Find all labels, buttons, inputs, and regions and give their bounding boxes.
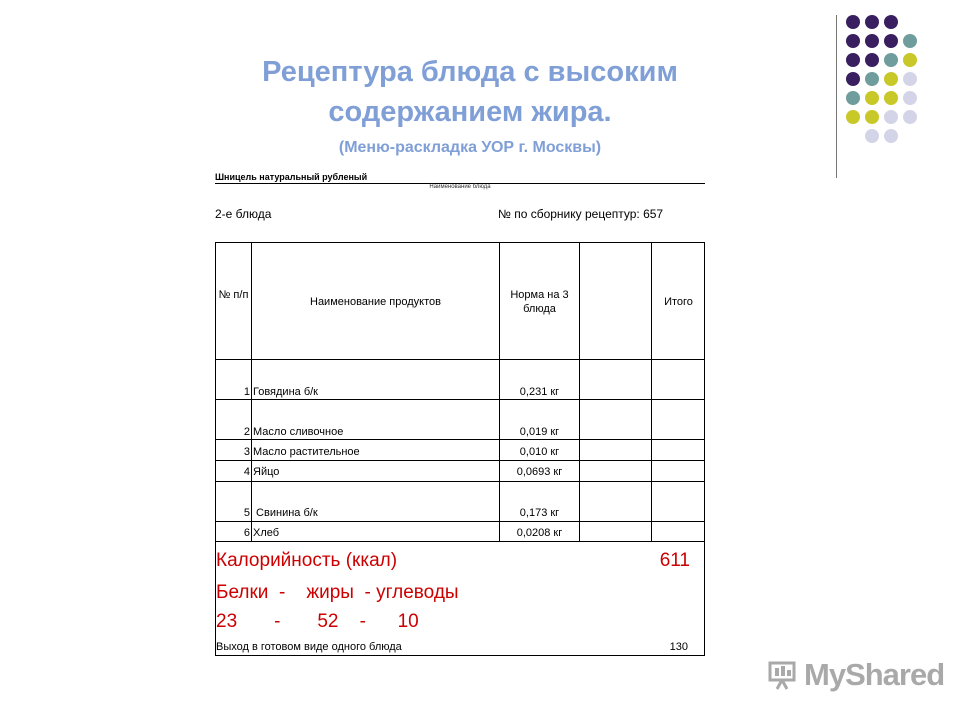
decorative-dot xyxy=(903,53,917,67)
decorative-dot xyxy=(903,91,917,105)
dish-name-caption: Наименование блюда xyxy=(429,184,491,190)
myshared-logo xyxy=(768,658,944,692)
row-1-norm: 0,231 кг xyxy=(519,386,560,398)
logo-text: MyShared xyxy=(804,657,945,692)
decorative-dot xyxy=(846,34,860,48)
row-4-num: 4 xyxy=(243,466,250,478)
row-3-norm: 0,010 кг xyxy=(519,446,560,458)
presentation-board-icon xyxy=(768,660,800,690)
grid-line xyxy=(215,399,705,400)
decorative-dot xyxy=(865,15,879,29)
grid-line xyxy=(215,481,705,482)
header-product: Наименование продуктов xyxy=(310,296,441,308)
row-2-product: Масло сливочное xyxy=(253,426,344,438)
row-2-num: 2 xyxy=(243,426,250,438)
decorative-dot xyxy=(884,53,898,67)
calories-label: Калорийность (ккал) xyxy=(216,550,398,571)
grid-line xyxy=(651,242,652,541)
row-1-product: Говядина б/к xyxy=(253,386,318,398)
dish-name: Шницель натуральный рубленый xyxy=(215,172,705,184)
decorative-dot xyxy=(884,72,898,86)
decorative-dot xyxy=(884,91,898,105)
decorative-dot xyxy=(846,110,860,124)
decorative-dot xyxy=(865,129,879,143)
decorative-dot xyxy=(846,53,860,67)
decorative-dot xyxy=(846,91,860,105)
decorative-vertical-line xyxy=(836,15,837,178)
row-2-norm: 0,019 кг xyxy=(519,426,560,438)
recipe-number: № по сборнику рецептур: 657 xyxy=(498,207,664,221)
grid-line xyxy=(215,541,705,542)
decorative-dot xyxy=(865,34,879,48)
decorative-dot xyxy=(846,72,860,86)
grid-line xyxy=(215,439,705,440)
decorative-dot xyxy=(884,110,898,124)
page-subtitle: (Меню-раскладка УОР г. Москвы) xyxy=(338,139,602,156)
decorative-dot xyxy=(865,91,879,105)
grid-line xyxy=(251,242,252,541)
row-3-product: Масло растительное xyxy=(253,446,360,458)
row-4-norm: 0,0693 кг xyxy=(516,466,563,478)
output-label: Выход в готовом виде одного блюда xyxy=(216,641,402,653)
decorative-dot xyxy=(865,72,879,86)
header-num: № п/п xyxy=(218,289,249,301)
decorative-dot xyxy=(865,53,879,67)
dish-category: 2-е блюда xyxy=(215,207,272,221)
row-6-norm: 0,0208 кг xyxy=(516,527,563,539)
grid-line xyxy=(579,242,580,541)
decorative-dot xyxy=(846,15,860,29)
decorative-dot xyxy=(884,15,898,29)
decorative-dot xyxy=(884,129,898,143)
grid-line xyxy=(215,521,705,522)
decorative-dot xyxy=(903,34,917,48)
row-5-norm: 0,173 кг xyxy=(519,507,560,519)
header-norm: Норма на 3 блюда xyxy=(510,289,569,315)
grid-line xyxy=(215,460,705,461)
header-total: Итого xyxy=(664,296,693,308)
decorative-dot xyxy=(865,110,879,124)
row-6-product: Хлеб xyxy=(253,527,280,539)
row-6-num: 6 xyxy=(243,527,250,539)
row-3-num: 3 xyxy=(243,446,250,458)
row-5-product: Свинина б/к xyxy=(253,507,318,519)
decorative-dot xyxy=(903,110,917,124)
output-value: 130 xyxy=(669,641,688,653)
row-5-num: 5 xyxy=(243,507,250,519)
row-1-num: 1 xyxy=(243,386,250,398)
nutrients-values: 23 - 52 - 10 xyxy=(216,611,419,632)
row-4-product: Яйцо xyxy=(253,466,280,478)
calories-value: 611 xyxy=(659,550,690,571)
grid-line xyxy=(215,359,705,360)
nutrients-label: Белки - жиры - углеводы xyxy=(216,582,459,603)
decorative-dot xyxy=(903,72,917,86)
decorative-dot xyxy=(884,34,898,48)
page-title: Рецептура блюда с высоким содержанием жира. xyxy=(262,56,678,128)
